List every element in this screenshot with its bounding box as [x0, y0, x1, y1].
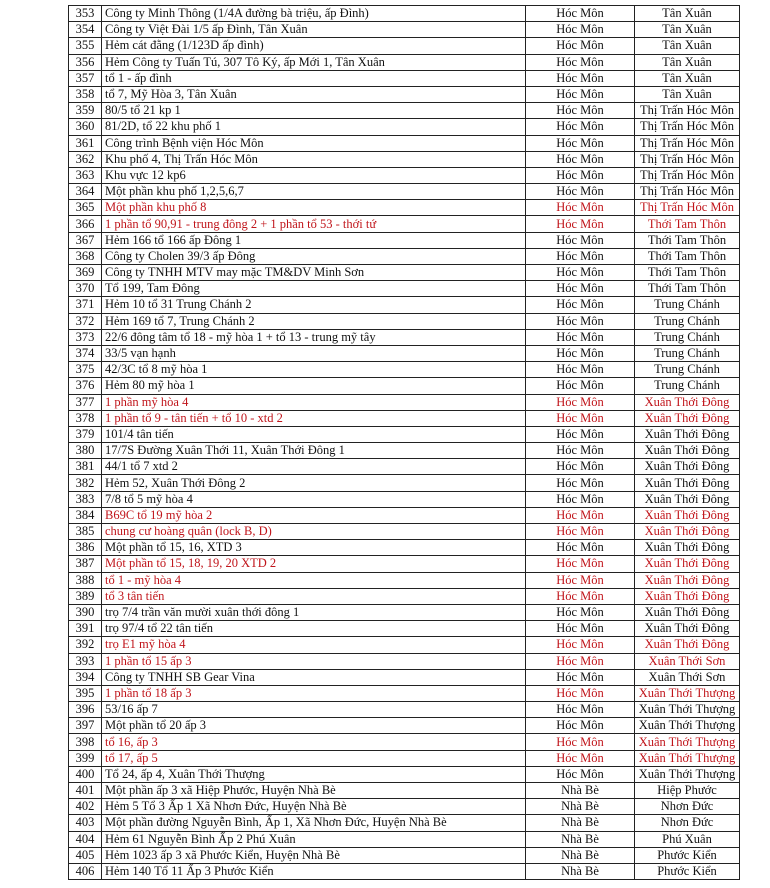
row-number: 365 [69, 200, 102, 216]
location-cell: Công ty Cholen 39/3 ấp Đông [102, 248, 526, 264]
ward-cell: Trung Chánh [635, 345, 740, 361]
district-cell: Hóc Môn [526, 265, 635, 281]
location-cell: 7/8 tổ 5 mỹ hòa 4 [102, 491, 526, 507]
row-number: 386 [69, 540, 102, 556]
row-number: 370 [69, 281, 102, 297]
ward-cell: Thới Tam Thôn [635, 248, 740, 264]
table-row [69, 556, 740, 572]
location-cell: 1 phần tổ 15 ấp 3 [102, 653, 526, 669]
district-cell: Hóc Môn [526, 410, 635, 426]
location-cell: Một phần khu phố 1,2,5,6,7 [102, 184, 526, 200]
table-row [69, 572, 740, 588]
district-cell: Hóc Môn [526, 54, 635, 70]
row-number: 378 [69, 410, 102, 426]
district-cell: Hóc Môn [526, 313, 635, 329]
table-row [69, 103, 740, 119]
district-cell: Hóc Môn [526, 604, 635, 620]
row-number: 400 [69, 766, 102, 782]
table-row [69, 604, 740, 620]
district-cell: Hóc Môn [526, 345, 635, 361]
row-number: 396 [69, 702, 102, 718]
row-number: 356 [69, 54, 102, 70]
table-row [69, 86, 740, 102]
ward-cell: Nhơn Đức [635, 799, 740, 815]
row-number: 388 [69, 572, 102, 588]
table-row [69, 815, 740, 831]
table-row [69, 329, 740, 345]
table-row [69, 135, 740, 151]
table-row [69, 345, 740, 361]
location-cell: 17/7S Đường Xuân Thới 11, Xuân Thới Đông 1 [102, 443, 526, 459]
table-row [69, 847, 740, 863]
ward-cell: Tân Xuân [635, 54, 740, 70]
row-number: 372 [69, 313, 102, 329]
row-number: 384 [69, 507, 102, 523]
location-cell: Công ty Minh Thông (1/4A đường bà triệu, ấp Đình) [102, 6, 526, 22]
location-cell: 53/16 ấp 7 [102, 702, 526, 718]
ward-cell: Xuân Thới Đông [635, 572, 740, 588]
row-number: 393 [69, 653, 102, 669]
district-cell: Hóc Môn [526, 378, 635, 394]
district-cell: Hóc Môn [526, 184, 635, 200]
location-cell: Khu phố 4, Thị Trấn Hóc Môn [102, 151, 526, 167]
district-cell: Hóc Môn [526, 572, 635, 588]
ward-cell: Hiệp Phước [635, 783, 740, 799]
table-row [69, 216, 740, 232]
row-number: 394 [69, 669, 102, 685]
row-number: 354 [69, 22, 102, 38]
district-cell: Hóc Môn [526, 621, 635, 637]
location-cell: trọ 7/4 trần văn mười xuân thới đông 1 [102, 604, 526, 620]
district-cell: Hóc Môn [526, 637, 635, 653]
ward-cell: Trung Chánh [635, 329, 740, 345]
table-row [69, 669, 740, 685]
ward-cell: Thị Trấn Hóc Môn [635, 167, 740, 183]
district-cell: Hóc Môn [526, 669, 635, 685]
table-row [69, 507, 740, 523]
location-cell: 1 phần tổ 9 - tân tiến + tổ 10 - xtd 2 [102, 410, 526, 426]
table-row [69, 378, 740, 394]
table-row [69, 410, 740, 426]
row-number: 376 [69, 378, 102, 394]
row-number: 402 [69, 799, 102, 815]
district-cell: Hóc Môn [526, 734, 635, 750]
location-cell: 1 phần mỹ hòa 4 [102, 394, 526, 410]
ward-cell: Xuân Thới Thượng [635, 718, 740, 734]
location-cell: Một phần tổ 15, 16, XTD 3 [102, 540, 526, 556]
row-number: 379 [69, 426, 102, 442]
ward-cell: Tân Xuân [635, 38, 740, 54]
row-number: 377 [69, 394, 102, 410]
location-cell: Công ty Việt Đài 1/5 ấp Đình, Tân Xuân [102, 22, 526, 38]
ward-cell: Xuân Thới Đông [635, 394, 740, 410]
row-number: 360 [69, 119, 102, 135]
table-row [69, 362, 740, 378]
location-cell: Công ty TNHH MTV may mặc TM&DV Minh Sơn [102, 265, 526, 281]
ward-cell: Xuân Thới Sơn [635, 653, 740, 669]
ward-cell: Xuân Thới Thượng [635, 685, 740, 701]
district-cell: Hóc Môn [526, 297, 635, 313]
row-number: 401 [69, 783, 102, 799]
ward-cell: Xuân Thới Thượng [635, 766, 740, 782]
table-row [69, 70, 740, 86]
district-cell: Hóc Môn [526, 459, 635, 475]
ward-cell: Xuân Thới Đông [635, 475, 740, 491]
row-number: 406 [69, 863, 102, 879]
location-table [68, 5, 740, 880]
ward-cell: Thị Trấn Hóc Môn [635, 135, 740, 151]
table-row [69, 750, 740, 766]
row-number: 373 [69, 329, 102, 345]
location-cell: Một phần ấp 3 xã Hiệp Phước, Huyện Nhà Bè [102, 783, 526, 799]
table-row [69, 200, 740, 216]
ward-cell: Thị Trấn Hóc Môn [635, 184, 740, 200]
location-cell: Một phần khu phố 8 [102, 200, 526, 216]
row-number: 385 [69, 524, 102, 540]
location-cell: tổ 1 - mỹ hòa 4 [102, 572, 526, 588]
location-cell: 101/4 tân tiến [102, 426, 526, 442]
table-row [69, 734, 740, 750]
district-cell: Hóc Môn [526, 491, 635, 507]
district-cell: Hóc Môn [526, 540, 635, 556]
location-cell: Hẻm 10 tổ 31 Trung Chánh 2 [102, 297, 526, 313]
district-cell: Hóc Môn [526, 507, 635, 523]
ward-cell: Xuân Thới Đông [635, 524, 740, 540]
row-number: 381 [69, 459, 102, 475]
table-row [69, 653, 740, 669]
table-row [69, 151, 740, 167]
location-cell: tổ 7, Mỹ Hòa 3, Tân Xuân [102, 86, 526, 102]
district-cell: Hóc Môn [526, 394, 635, 410]
district-cell: Nhà Bè [526, 799, 635, 815]
location-cell: B69C tổ 19 mỹ hòa 2 [102, 507, 526, 523]
location-cell: Một phần đường Nguyễn Bình, Ấp 1, Xã Nhơn Đức, Huyện Nhà Bè [102, 815, 526, 831]
location-cell: tổ 3 tân tiến [102, 588, 526, 604]
district-cell: Hóc Môn [526, 119, 635, 135]
district-cell: Hóc Môn [526, 151, 635, 167]
district-cell: Hóc Môn [526, 653, 635, 669]
table-row [69, 637, 740, 653]
location-cell: Hẻm 52, Xuân Thới Đông 2 [102, 475, 526, 491]
row-number: 390 [69, 604, 102, 620]
location-cell: chung cư hoàng quân (lock B, D) [102, 524, 526, 540]
location-cell: Hẻm cát đằng (1/123D ấp đình) [102, 38, 526, 54]
ward-cell: Xuân Thới Đông [635, 604, 740, 620]
table-row [69, 718, 740, 734]
table-row [69, 863, 740, 879]
district-cell: Hóc Môn [526, 362, 635, 378]
table-row [69, 22, 740, 38]
ward-cell: Thị Trấn Hóc Môn [635, 119, 740, 135]
district-cell: Hóc Môn [526, 86, 635, 102]
district-cell: Nhà Bè [526, 847, 635, 863]
row-number: 403 [69, 815, 102, 831]
location-cell: Công ty TNHH SB Gear Vina [102, 669, 526, 685]
ward-cell: Tân Xuân [635, 70, 740, 86]
ward-cell: Thới Tam Thôn [635, 281, 740, 297]
district-cell: Hóc Môn [526, 6, 635, 22]
table-row [69, 702, 740, 718]
location-cell: Hẻm 80 mỹ hòa 1 [102, 378, 526, 394]
location-cell: trọ 97/4 tổ 22 tân tiến [102, 621, 526, 637]
ward-cell: Xuân Thới Đông [635, 556, 740, 572]
district-cell: Nhà Bè [526, 815, 635, 831]
location-cell: Hẻm 1023 ấp 3 xã Phước Kiển, Huyện Nhà Bè [102, 847, 526, 863]
table-row [69, 232, 740, 248]
location-cell: 22/6 đông tâm tổ 18 - mỹ hòa 1 + tổ 13 - trung mỹ tây [102, 329, 526, 345]
ward-cell: Xuân Thới Đông [635, 588, 740, 604]
ward-cell: Nhơn Đức [635, 815, 740, 831]
row-number: 359 [69, 103, 102, 119]
location-cell: tổ 17, ấp 5 [102, 750, 526, 766]
ward-cell: Xuân Thới Đông [635, 459, 740, 475]
row-number: 397 [69, 718, 102, 734]
district-cell: Nhà Bè [526, 783, 635, 799]
district-cell: Hóc Môn [526, 702, 635, 718]
ward-cell: Phước Kiển [635, 863, 740, 879]
table-row [69, 426, 740, 442]
ward-cell: Phú Xuân [635, 831, 740, 847]
ward-cell: Tân Xuân [635, 6, 740, 22]
location-cell: 81/2D, tổ 22 khu phố 1 [102, 119, 526, 135]
district-cell: Hóc Môn [526, 70, 635, 86]
district-cell: Hóc Môn [526, 248, 635, 264]
location-cell: Khu vực 12 kp6 [102, 167, 526, 183]
ward-cell: Tân Xuân [635, 22, 740, 38]
table-row [69, 588, 740, 604]
district-cell: Hóc Môn [526, 103, 635, 119]
location-cell: Một phần tổ 20 ấp 3 [102, 718, 526, 734]
district-cell: Hóc Môn [526, 475, 635, 491]
row-number: 380 [69, 443, 102, 459]
district-cell: Hóc Môn [526, 443, 635, 459]
row-number: 392 [69, 637, 102, 653]
table-row [69, 783, 740, 799]
ward-cell: Xuân Thới Thượng [635, 750, 740, 766]
district-cell: Hóc Môn [526, 685, 635, 701]
location-cell: 80/5 tổ 21 kp 1 [102, 103, 526, 119]
location-cell: 33/5 vạn hạnh [102, 345, 526, 361]
row-number: 374 [69, 345, 102, 361]
location-cell: Hẻm 166 tổ 166 ấp Đông 1 [102, 232, 526, 248]
location-cell: Hẻm 140 Tổ 11 Ấp 3 Phước Kiển [102, 863, 526, 879]
table-row [69, 540, 740, 556]
ward-cell: Xuân Thới Đông [635, 443, 740, 459]
table-row [69, 831, 740, 847]
district-cell: Hóc Môn [526, 38, 635, 54]
ward-cell: Xuân Thới Đông [635, 410, 740, 426]
row-number: 363 [69, 167, 102, 183]
ward-cell: Xuân Thới Đông [635, 426, 740, 442]
ward-cell: Xuân Thới Thượng [635, 734, 740, 750]
location-cell: Tổ 24, ấp 4, Xuân Thới Thượng [102, 766, 526, 782]
table-row [69, 281, 740, 297]
district-cell: Hóc Môn [526, 588, 635, 604]
district-cell: Hóc Môn [526, 718, 635, 734]
location-cell: 44/1 tổ 7 xtd 2 [102, 459, 526, 475]
location-cell: trọ E1 mỹ hòa 4 [102, 637, 526, 653]
row-number: 404 [69, 831, 102, 847]
table-row [69, 6, 740, 22]
ward-cell: Xuân Thới Đông [635, 621, 740, 637]
district-cell: Hóc Môn [526, 556, 635, 572]
district-cell: Hóc Môn [526, 232, 635, 248]
location-cell: 1 phần tổ 90,91 - trung đông 2 + 1 phần tổ 53 - thới tứ [102, 216, 526, 232]
district-cell: Hóc Môn [526, 426, 635, 442]
ward-cell: Trung Chánh [635, 362, 740, 378]
location-cell: Hẻm 61 Nguyễn Bình Ấp 2 Phú Xuân [102, 831, 526, 847]
table-row [69, 313, 740, 329]
table-row [69, 184, 740, 200]
row-number: 389 [69, 588, 102, 604]
location-cell: 42/3C tổ 8 mỹ hòa 1 [102, 362, 526, 378]
ward-cell: Xuân Thới Đông [635, 507, 740, 523]
table-row [69, 524, 740, 540]
table-row [69, 297, 740, 313]
row-number: 355 [69, 38, 102, 54]
ward-cell: Tân Xuân [635, 86, 740, 102]
table-row [69, 119, 740, 135]
district-cell: Hóc Môn [526, 281, 635, 297]
district-cell: Nhà Bè [526, 831, 635, 847]
ward-cell: Trung Chánh [635, 378, 740, 394]
ward-cell: Trung Chánh [635, 313, 740, 329]
row-number: 361 [69, 135, 102, 151]
district-cell: Hóc Môn [526, 135, 635, 151]
ward-cell: Phước Kiển [635, 847, 740, 863]
row-number: 387 [69, 556, 102, 572]
row-number: 366 [69, 216, 102, 232]
location-cell: 1 phần tổ 18 ấp 3 [102, 685, 526, 701]
table-row [69, 685, 740, 701]
table-row [69, 38, 740, 54]
ward-cell: Xuân Thới Thượng [635, 702, 740, 718]
district-cell: Hóc Môn [526, 216, 635, 232]
row-number: 383 [69, 491, 102, 507]
table-row [69, 54, 740, 70]
location-cell: Công trình Bệnh viện Hóc Môn [102, 135, 526, 151]
district-cell: Hóc Môn [526, 200, 635, 216]
row-number: 364 [69, 184, 102, 200]
ward-cell: Xuân Thới Đông [635, 637, 740, 653]
table-row [69, 443, 740, 459]
ward-cell: Trung Chánh [635, 297, 740, 313]
row-number: 391 [69, 621, 102, 637]
table-row [69, 491, 740, 507]
table-row [69, 621, 740, 637]
row-number: 353 [69, 6, 102, 22]
location-cell: tổ 1 - ấp đình [102, 70, 526, 86]
district-cell: Hóc Môn [526, 524, 635, 540]
row-number: 375 [69, 362, 102, 378]
location-cell: Hẻm 5 Tổ 3 Ấp 1 Xã Nhơn Đức, Huyện Nhà Bè [102, 799, 526, 815]
ward-cell: Thới Tam Thôn [635, 232, 740, 248]
row-number: 399 [69, 750, 102, 766]
row-number: 405 [69, 847, 102, 863]
table-row [69, 475, 740, 491]
ward-cell: Xuân Thới Đông [635, 491, 740, 507]
district-cell: Hóc Môn [526, 22, 635, 38]
district-cell: Hóc Môn [526, 167, 635, 183]
district-cell: Nhà Bè [526, 863, 635, 879]
row-number: 371 [69, 297, 102, 313]
row-number: 382 [69, 475, 102, 491]
ward-cell: Thới Tam Thôn [635, 216, 740, 232]
row-number: 398 [69, 734, 102, 750]
table-row [69, 394, 740, 410]
row-number: 369 [69, 265, 102, 281]
table-row [69, 265, 740, 281]
location-table-sheet [68, 5, 740, 880]
district-cell: Hóc Môn [526, 766, 635, 782]
table-row [69, 248, 740, 264]
location-cell: Một phần tổ 15, 18, 19, 20 XTD 2 [102, 556, 526, 572]
district-cell: Hóc Môn [526, 750, 635, 766]
row-number: 367 [69, 232, 102, 248]
row-number: 362 [69, 151, 102, 167]
ward-cell: Thị Trấn Hóc Môn [635, 200, 740, 216]
table-row [69, 459, 740, 475]
ward-cell: Xuân Thới Sơn [635, 669, 740, 685]
row-number: 368 [69, 248, 102, 264]
district-cell: Hóc Môn [526, 329, 635, 345]
ward-cell: Xuân Thới Đông [635, 540, 740, 556]
table-row [69, 766, 740, 782]
row-number: 357 [69, 70, 102, 86]
row-number: 358 [69, 86, 102, 102]
location-cell: Hẻm 169 tổ 7, Trung Chánh 2 [102, 313, 526, 329]
location-cell: tổ 16, ấp 3 [102, 734, 526, 750]
location-cell: Tổ 199, Tam Đông [102, 281, 526, 297]
ward-cell: Thị Trấn Hóc Môn [635, 151, 740, 167]
ward-cell: Thị Trấn Hóc Môn [635, 103, 740, 119]
table-row [69, 167, 740, 183]
table-row [69, 799, 740, 815]
row-number: 395 [69, 685, 102, 701]
table-body [69, 6, 740, 880]
location-cell: Hẻm Công ty Tuấn Tú, 307 Tô Ký, ấp Mới 1, Tân Xuân [102, 54, 526, 70]
ward-cell: Thới Tam Thôn [635, 265, 740, 281]
